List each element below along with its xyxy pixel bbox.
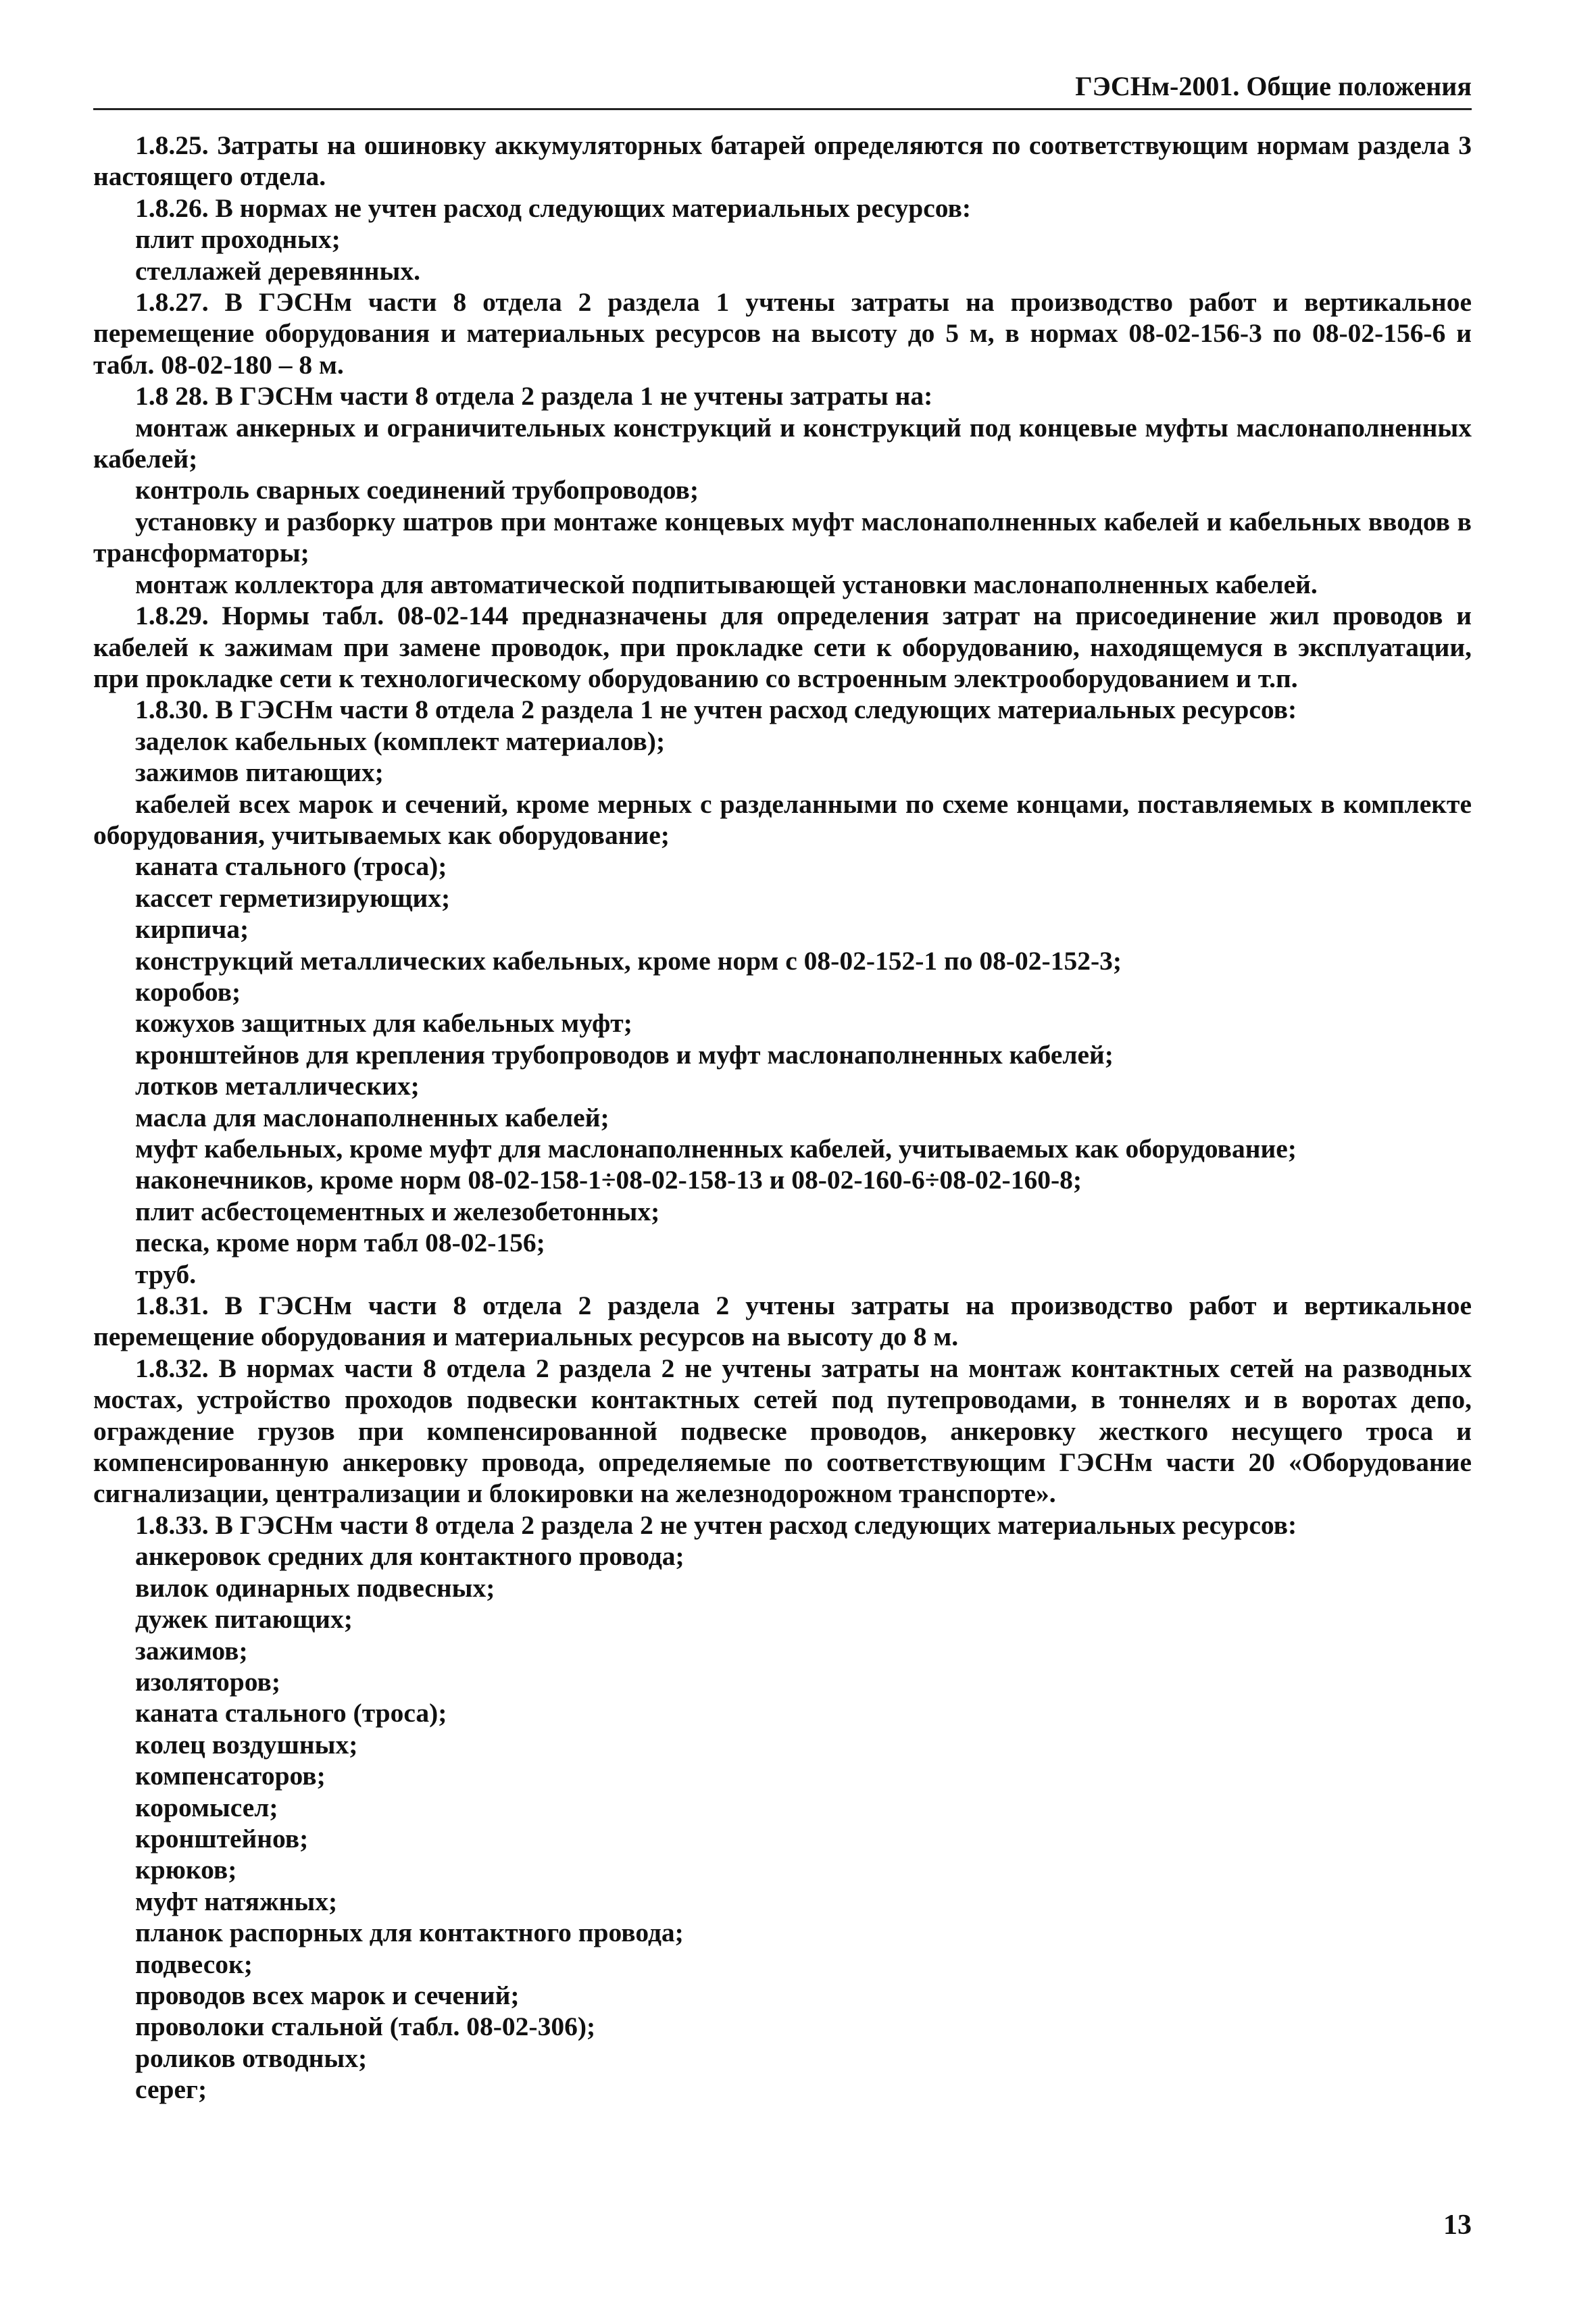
clause-paragraph: 1.8.31. В ГЭСНм части 8 отдела 2 раздела 2 учтены затраты на производство работ и вертикальное перемещение оборудования и материальных ресурсов на высоту до 8 м.: [93, 1291, 1472, 1352]
list-item: серег;: [135, 2074, 207, 2105]
list-item: коромысел;: [135, 1792, 278, 1822]
list-item: монтаж анкерных и ограничительных конструкций и конструкций под концевые муфты маслонаполненных кабелей;: [93, 412, 1472, 474]
clause-paragraph: 1.8.30. В ГЭСНм части 8 отдела 2 раздела 1 не учтен расход следующих материальных ресурсов:: [135, 695, 1297, 725]
list-item: стеллажей деревянных.: [135, 255, 421, 286]
list-item: вилок одинарных подвесных;: [135, 1572, 495, 1603]
list-item: песка, кроме норм табл 08-02-156;: [135, 1228, 545, 1258]
list-item: крюков;: [135, 1855, 237, 1885]
list-item: плит асбестоцементных и железобетонных;: [135, 1196, 660, 1226]
list-item: контроль сварных соединений трубопроводов;: [135, 475, 699, 505]
list-item: компенсаторов;: [135, 1761, 326, 1791]
list-item: колец воздушных;: [135, 1729, 358, 1760]
list-item: наконечников, кроме норм 08-02-158-1÷08-02-158-13 и 08-02-160-6÷08-02-160-8;: [135, 1165, 1082, 1195]
list-item: монтаж коллектора для автоматической подпитывающей установки маслонаполненных кабелей.: [135, 569, 1318, 599]
list-item: кирпича;: [135, 914, 249, 945]
list-item: анкеровок средних для контактного провода;: [135, 1541, 684, 1572]
clause-paragraph: 1.8.29. Нормы табл. 08-02-144 предназначены для определения затрат на присоединение жил проводов и кабелей к зажимам при замене проводок, при прокладке сети к оборудованию, находящемуся в эксплуатации, при прокладке сети к технологическому оборудованию со встроенным электрооборудованием и т.п.: [93, 601, 1472, 693]
list-item: проводов всех марок и сечений;: [135, 1980, 520, 2010]
list-item: муфт натяжных;: [135, 1886, 338, 1916]
body-text: [93, 130, 1472, 2106]
clause-paragraph: 1.8.33. В ГЭСНм части 8 отдела 2 раздела 2 не учтен расход следующих материальных ресурсов:: [135, 1510, 1297, 1540]
list-item: изоляторов;: [135, 1666, 281, 1697]
clause-paragraph: 1.8.25. Затраты на ошиновку аккумуляторных батарей определяются по соответствующим нормам раздела 3 настоящего отдела.: [93, 130, 1472, 192]
list-item: дужек питающих;: [135, 1604, 353, 1635]
list-item: кронштейнов для крепления трубопроводов и муфт маслонаполненных кабелей;: [135, 1039, 1114, 1070]
list-item: лотков металлических;: [135, 1071, 420, 1101]
list-item: установку и разборку шатров при монтаже концевых муфт маслонаполненных кабелей и кабельных вводов в трансформаторы;: [93, 506, 1472, 568]
list-item: планок распорных для контактного провода;: [135, 1918, 684, 1948]
clause-paragraph: 1.8.32. В нормах части 8 отдела 2 раздела 2 не учтены затраты на монтаж контактных сетей на разводных мостах, устройство проходов подвески контактных сетей под путепроводами, в тоннелях и в воротах депо, ограждение грузов при компенсированной подвеске проводов, анкеровку жесткого несущего троса и компенсированную анкеровку провода, определяемые по соответствующим ГЭСНм части 20 «Оборудование сигнализации, централизации и блокировки на железнодорожном транспорте».: [93, 1353, 1472, 1509]
clause-paragraph: 1.8.26. В нормах не учтен расход следующих материальных ресурсов:: [135, 193, 972, 223]
list-item: каната стального (троса);: [135, 1698, 447, 1728]
clause-paragraph: 1.8.27. В ГЭСНм части 8 отдела 2 раздела 1 учтены затраты на производство работ и вертикальное перемещение оборудования и материальных ресурсов на высоту до 5 м, в нормах 08-02-156-3 по 08-02-156-6 и табл. 08-02-180 – 8 м.: [93, 287, 1472, 380]
clause-paragraph: 1.8 28. В ГЭСНм части 8 отдела 2 раздела 1 не учтены затраты на:: [135, 381, 933, 412]
list-item: труб.: [135, 1259, 197, 1289]
list-item: проволоки стальной (табл. 08-02-306);: [135, 2012, 596, 2042]
list-item: конструкций металлических кабельных, кроме норм с 08-02-152-1 по 08-02-152-3;: [135, 945, 1122, 976]
list-item: зажимов питающих;: [135, 757, 384, 788]
list-item: кронштейнов;: [135, 1823, 309, 1853]
list-item: кожухов защитных для кабельных муфт;: [135, 1008, 632, 1039]
list-item: каната стального (троса);: [135, 851, 447, 882]
running-header: ГЭСНм-2001. Общие положения: [93, 68, 1472, 110]
list-item: коробов;: [135, 976, 241, 1007]
list-item: роликов отводных;: [135, 2043, 368, 2073]
list-item: подвесок;: [135, 1949, 253, 1979]
list-item: зажимов;: [135, 1635, 248, 1666]
list-item: кассет герметизирующих;: [135, 882, 451, 913]
list-item: муфт кабельных, кроме муфт для маслонаполненных кабелей, учитываемых как оборудование;: [135, 1134, 1297, 1164]
list-item: кабелей всех марок и сечений, кроме мерных с разделанными по схеме концами, поставляемых в комплекте оборудования, учитываемых как оборудование;: [93, 789, 1472, 850]
list-item: заделок кабельных (комплект материалов);: [135, 726, 666, 756]
page-number: 13: [1443, 2210, 1472, 2241]
list-item: плит проходных;: [135, 224, 341, 255]
list-item: масла для маслонаполненных кабелей;: [135, 1102, 609, 1132]
